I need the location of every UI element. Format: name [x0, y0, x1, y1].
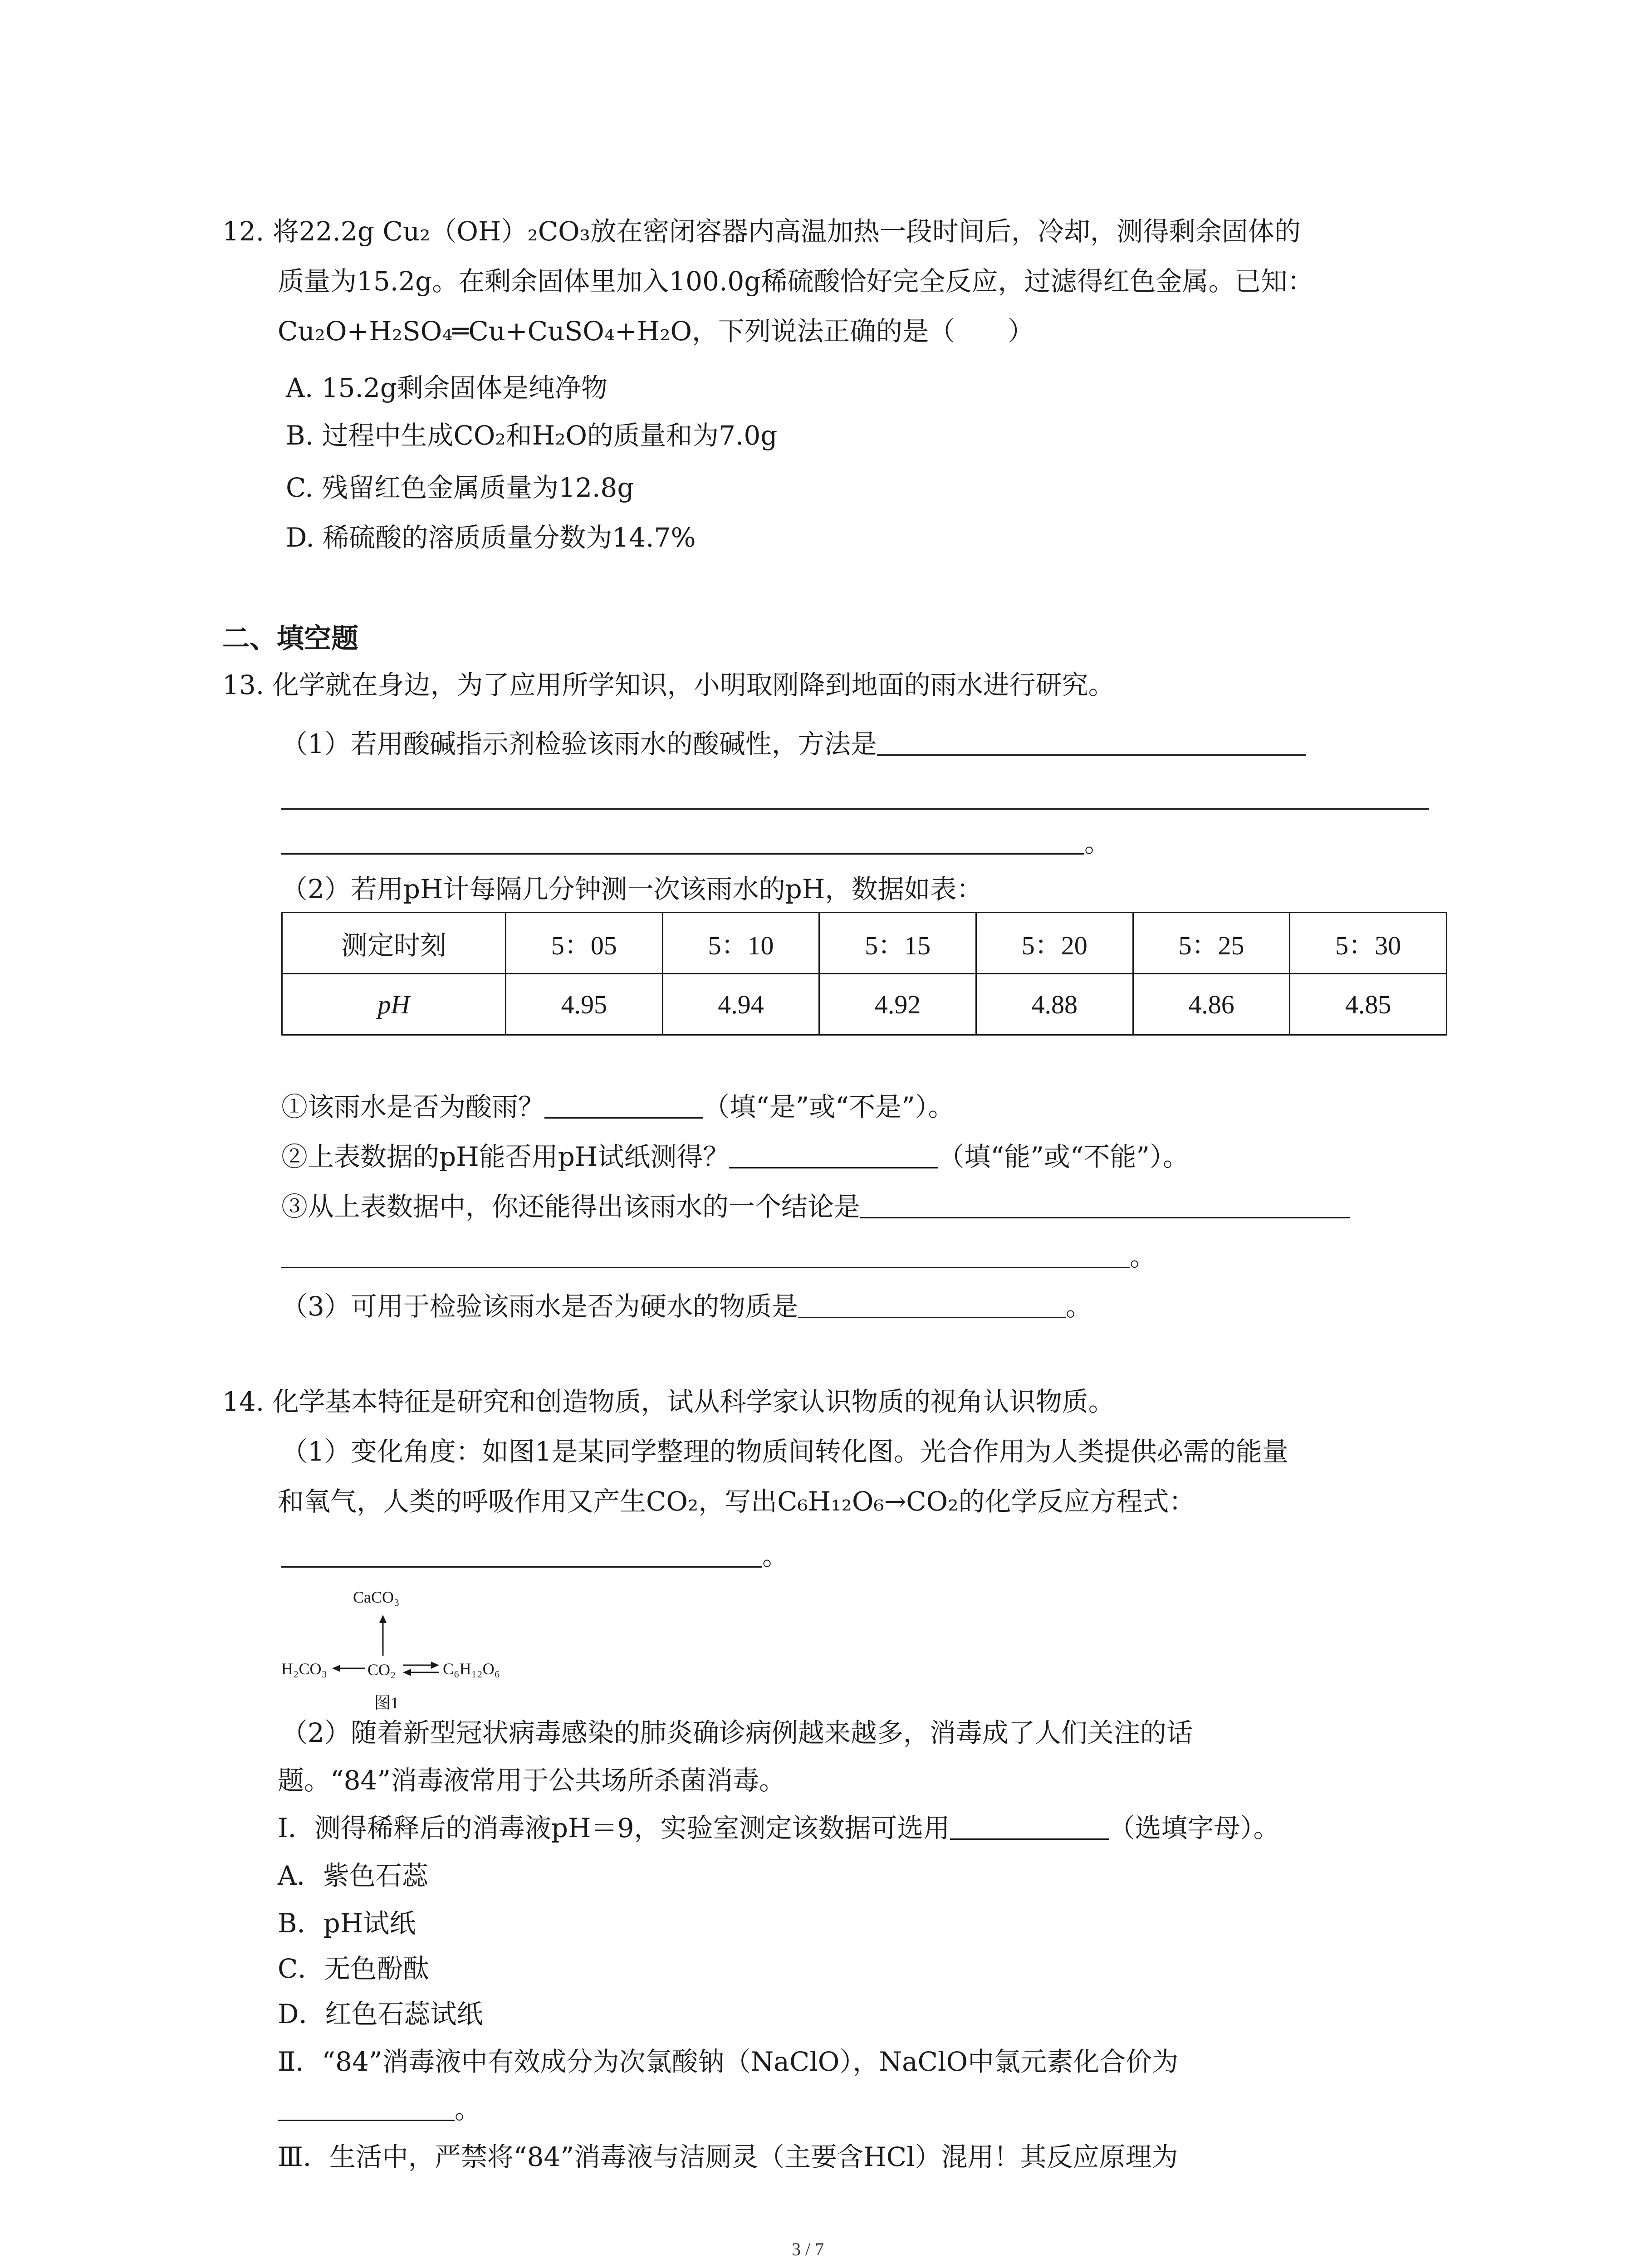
q13-part1 — [281, 726, 1306, 762]
table-row — [282, 913, 1447, 974]
q13-part1-end: 。 — [1084, 827, 1111, 858]
ph-table — [281, 912, 1447, 1036]
q14-sub-ii-end: 。 — [455, 2094, 481, 2125]
q13-part3-blank[interactable] — [798, 1290, 1066, 1318]
q12-option-b: B. 过程中生成CO₂和H₂O的质量和为7.0g — [286, 420, 778, 451]
figure-arrows — [281, 1588, 535, 1715]
table-header-time: 测定时刻 — [282, 913, 506, 974]
q13-sub3-end: 。 — [1130, 1241, 1156, 1272]
q13-stem: 13. 化学就在身边，为了应用所学知识，小明取刚降到地面的雨水进行研究。 — [222, 670, 1115, 700]
q13-sub1-hint: （填“是”或“不是”）。 — [703, 1091, 955, 1122]
q14-part1-blank[interactable] — [281, 1539, 762, 1568]
figure-label-h2co3: H₂CO₃ — [281, 1660, 328, 1678]
q14-sub-i — [278, 1810, 1280, 1846]
q14-option-a: A．紫色石蕊 — [278, 1860, 428, 1891]
q14-part1-answer — [281, 1538, 789, 1574]
table-cell: 5：25 — [1133, 913, 1290, 974]
q13-part3-end: 。 — [1065, 1291, 1092, 1322]
q12-line1: 12. 将22.2g Cu₂（OH）₂CO₃放在密闭容器内高温加热一段时间后，冷却，测得剩余固体的 — [222, 216, 1301, 247]
figure-label-c6h12o6: C₆H₁₂O₆ — [443, 1660, 500, 1678]
q12-line3: Cu₂O+H₂SO₄═Cu+CuSO₄+H₂O，下列说法正确的是（ ） — [278, 316, 1034, 347]
q14-option-b: B．pH试纸 — [278, 1908, 416, 1939]
q14-sub-i-text: Ⅰ．测得稀释后的消毒液pH＝9，实验室测定该数据可选用 — [278, 1813, 950, 1843]
q13-part3-text: （3）可用于检验该雨水是否为硬水的物质是 — [281, 1291, 798, 1322]
q12-option-d: D. 稀硫酸的溶质质量分数为14.7% — [286, 522, 696, 553]
q14-part1-line2: 和氧气，人类的呼吸作用又产生CO₂，写出C₆H₁₂O₆→CO₂的化学反应方程式： — [278, 1486, 1195, 1517]
section-title: 二、填空题 — [222, 623, 358, 655]
q13-sub1-blank[interactable] — [544, 1090, 703, 1119]
q13-sub3 — [281, 1188, 1350, 1225]
table-cell: 4.92 — [819, 974, 976, 1035]
q13-part1-blank-2[interactable] — [281, 826, 1084, 855]
q14-part2-line2: 题。“84”消毒液常用于公共场所杀菌消毒。 — [278, 1765, 786, 1796]
answer-line[interactable] — [281, 808, 1429, 810]
q13-sub1-text: ①该雨水是否为酸雨？ — [281, 1091, 545, 1122]
q13-sub2-blank[interactable] — [729, 1140, 938, 1168]
q14-stem: 14. 化学基本特征是研究和创造物质，试从科学家认识物质的视角认识物质。 — [222, 1386, 1115, 1417]
q13-part1-text: （1）若用酸碱指示剂检验该雨水的酸碱性，方法是 — [281, 728, 877, 759]
q13-part3 — [281, 1288, 1092, 1325]
q14-part1-end: 。 — [762, 1540, 789, 1571]
table-cell: 5：15 — [819, 913, 976, 974]
q14-sub-i-hint: （选填字母）。 — [1108, 1813, 1280, 1843]
q13-sub3-text: ③从上表数据中，你还能得出该雨水的一个结论是 — [281, 1191, 861, 1222]
figure-caption: 图1 — [374, 1694, 399, 1712]
q13-sub2 — [281, 1139, 1189, 1175]
figure-label-caco3: CaCO₃ — [353, 1588, 400, 1606]
q14-option-d: D．红色石蕊试纸 — [278, 1999, 483, 2029]
q13-part1-last-line — [281, 825, 1111, 861]
table-cell: 5：20 — [976, 913, 1133, 974]
q14-option-c: C．无色酚酞 — [278, 1953, 430, 1984]
q14-sub-ii: Ⅱ．“84”消毒液中有效成分为次氯酸钠（NaClO），NaClO中氯元素化合价为 — [278, 2046, 1179, 2077]
table-cell: 4.86 — [1133, 974, 1290, 1035]
q13-sub3-blank[interactable] — [860, 1190, 1350, 1218]
q13-part2: （2）若用pH计每隔几分钟测一次该雨水的pH，数据如表： — [281, 874, 983, 904]
q14-sub-ii-blank[interactable] — [278, 2092, 455, 2121]
q12-option-c: C. 残留红色金属质量为12.8g — [286, 472, 634, 503]
page-number: 3 / 7 — [792, 2239, 824, 2259]
q13-part1-blank[interactable] — [877, 727, 1306, 756]
q12-option-a: A. 15.2g剩余固体是纯净物 — [286, 372, 608, 403]
table-cell: 5：10 — [662, 913, 819, 974]
q14-part1-line1: （1）变化角度：如图1是某同学整理的物质间转化图。光合作用为人类提供必需的能量 — [281, 1436, 1288, 1467]
q14-sub-i-blank[interactable] — [950, 1811, 1109, 1840]
table-row — [282, 974, 1447, 1035]
table-cell: 4.85 — [1290, 974, 1447, 1035]
q13-sub2-text: ②上表数据的pH能否用pH试纸测得？ — [281, 1141, 730, 1172]
table-header-ph: pH — [282, 974, 506, 1035]
table-cell: 5：05 — [506, 913, 663, 974]
q13-sub1 — [281, 1089, 955, 1125]
table-cell: 5：30 — [1290, 913, 1447, 974]
figure-label-co2: CO₂ — [367, 1661, 396, 1679]
q14-part2-line1: （2）随着新型冠状病毒感染的肺炎确诊病例越来越多，消毒成了人们关注的话 — [281, 1717, 1193, 1748]
q13-sub3-last-line — [281, 1238, 1156, 1275]
q13-sub2-hint: （填“能”或“不能”）。 — [938, 1141, 1190, 1172]
table-cell: 4.88 — [976, 974, 1133, 1035]
table-cell: 4.95 — [506, 974, 663, 1035]
q13-sub3-blank-2[interactable] — [281, 1240, 1130, 1268]
q14-sub-iii: Ⅲ．生活中，严禁将“84”消毒液与洁厕灵（主要含HCl）混用！其反应原理为 — [278, 2141, 1178, 2172]
table-cell: 4.94 — [662, 974, 819, 1035]
q14-sub-ii-answer — [278, 2091, 481, 2127]
figure-1 — [281, 1588, 535, 1715]
q12-line2: 质量为15.2g。在剩余固体里加入100.0g稀硫酸恰好完全反应，过滤得红色金属。已知： — [278, 266, 1314, 297]
